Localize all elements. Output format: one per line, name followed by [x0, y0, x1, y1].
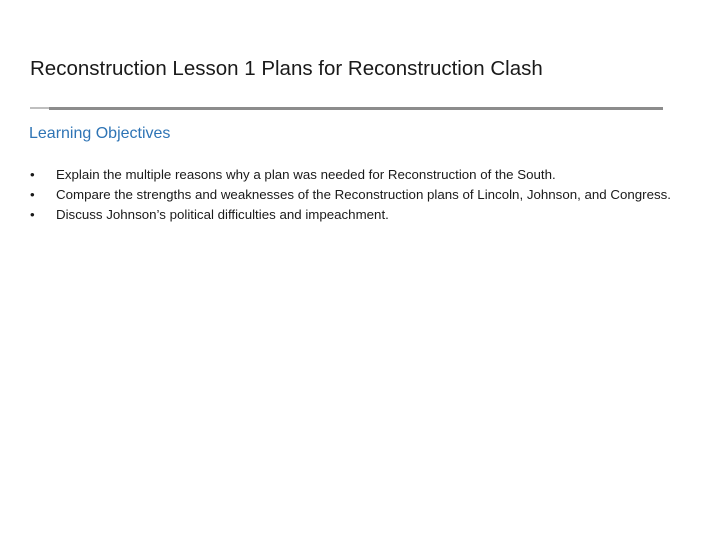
objective-text: Compare the strengths and weaknesses of the Reconstruction plans of Lincoln, Johnson, and Congress. [56, 187, 671, 202]
title-divider-segment-light [30, 107, 50, 109]
bullet-icon: • [30, 187, 35, 202]
title-divider-segment-dark [49, 107, 663, 110]
objective-item [30, 205, 690, 225]
objective-item [30, 165, 690, 185]
objective-item [30, 185, 690, 205]
objective-text: Discuss Johnson’s political difficulties and impeachment. [56, 207, 389, 222]
slide-title: Reconstruction Lesson 1 Plans for Reconstruction Clash [30, 57, 543, 80]
bullet-icon: • [30, 167, 35, 182]
section-heading-learning-objectives: Learning Objectives [29, 125, 171, 142]
bullet-icon: • [30, 207, 35, 222]
objective-text: Explain the multiple reasons why a plan was needed for Reconstruction of the South. [56, 167, 556, 182]
learning-objectives-list [30, 165, 690, 225]
title-divider [30, 107, 663, 110]
